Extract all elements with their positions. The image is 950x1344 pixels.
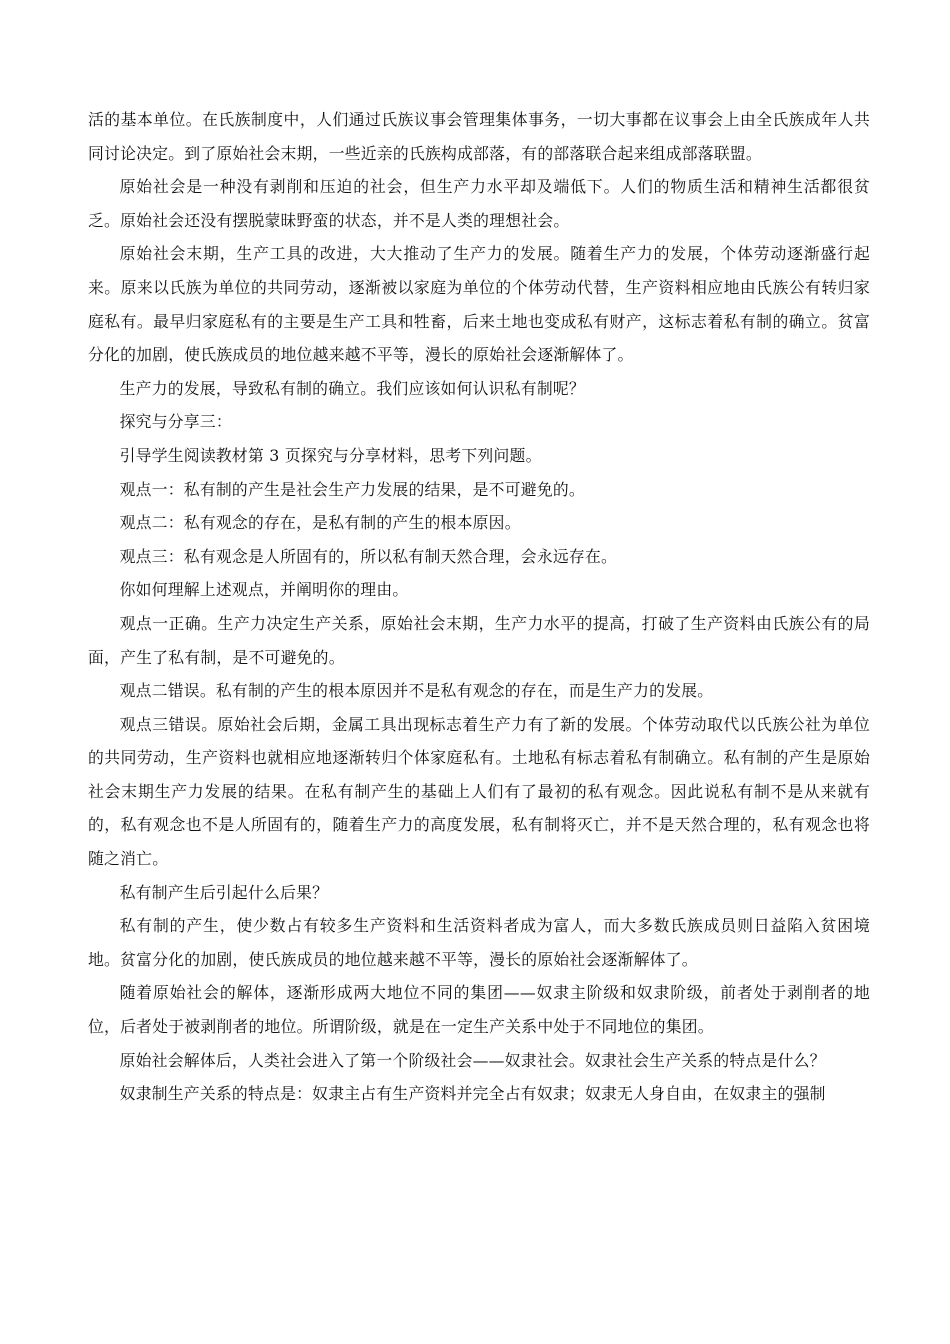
viewpoint-two: 观点二：私有观念的存在，是私有制的产生的根本原因。: [119, 513, 521, 533]
paragraph: 生产力的发展，导致私有制的确立。我们应该如何认识私有制呢？: [119, 378, 585, 398]
viewpoint-one: 观点一：私有制的产生是社会生产力发展的结果，是不可避免的。: [119, 479, 585, 499]
section-heading: 探究与分享三：: [119, 412, 232, 432]
answer-viewpoint-one: 观点一正确。生产力决定生产关系，原始社会末期，生产力水平的提高，打破了生产资料由氏族公有的局面，产生了私有制，是不可避免的。: [88, 613, 870, 667]
paragraph: 奴隶制生产关系的特点是：奴隶主占有生产资料并完全占有奴隶；奴隶无人身自由，在奴隶主的强制: [119, 1084, 826, 1104]
paragraph: 私有制的产生，使少数占有较多生产资料和生活资料者成为富人，而大多数氏族成员则日益陷入贫困境地。贫富分化的加剧，使氏族成员的地位越来越不平等，漫长的原始社会逐渐解体了。: [88, 916, 870, 969]
paragraph: 引导学生阅读教材第 3 页探究与分享材料，思考下列问题。: [119, 445, 542, 465]
answer-viewpoint-two: 观点二错误。私有制的产生的根本原因并不是私有观念的存在，而是生产力的发展。: [119, 681, 714, 701]
answer-viewpoint-three: 观点三错误。原始社会后期，金属工具出现标志着生产力有了新的发展。个体劳动取代以氏族公社为单位的共同劳动，生产资料也就相应地逐渐转归个体家庭私有。土地私有标志着私有制确立。私有制的产生是原始社会末期生产力发展的结果。在私有制产生的基础上人们有了最初的私有观念。因此说私有制不是从来就有的，私有观念也不是人所固有的，随着生产力的高度发展，私有制将灭亡，并不是天然合理的，私有观念也将随之消亡。: [88, 714, 870, 869]
paragraph: 活的基本单位。在氏族制度中，人们通过氏族议事会管理集体事务，一切大事都在议事会上由全氏族成年人共同讨论决定。到了原始社会末期，一些近亲的氏族构成部落，有的部落联合起来组成部落联盟。: [88, 110, 870, 163]
document-page: [88, 103, 870, 1111]
paragraph: 原始社会末期，生产工具的改进，大大推动了生产力的发展。随着生产力的发展，个体劳动逐渐盛行起来。原来以氏族为单位的共同劳动，逐渐被以家庭为单位的个体劳动代替，生产资料相应地由氏族公有转归家庭私有。最早归家庭私有的主要是生产工具和牲畜，后来土地也变成私有财产，这标志着私有制的确立。贫富分化的加剧，使氏族成员的地位越来越不平等，漫长的原始社会逐渐解体了。: [88, 244, 870, 365]
paragraph: 随着原始社会的解体，逐渐形成两大地位不同的集团——奴隶主阶级和奴隶阶级，前者处于剥削者的地位，后者处于被剥削者的地位。所谓阶级，就是在一定生产关系中处于不同地位的集团。: [88, 983, 870, 1037]
question: 私有制产生后引起什么后果？: [119, 882, 329, 902]
paragraph: 原始社会是一种没有剥削和压迫的社会，但生产力水平却及端低下。人们的物质生活和精神生活都很贫乏。原始社会还没有摆脱蒙昧野蛮的状态，并不是人类的理想社会。: [88, 177, 870, 230]
question: 你如何理解上述观点，并阐明你的理由。: [119, 580, 409, 600]
paragraph: 原始社会解体后，人类社会进入了第一个阶级社会——奴隶社会。奴隶社会生产关系的特点是什么？: [119, 1050, 826, 1070]
viewpoint-three: 观点三：私有观念是人所固有的，所以私有制天然合理，会永远存在。: [119, 546, 618, 566]
